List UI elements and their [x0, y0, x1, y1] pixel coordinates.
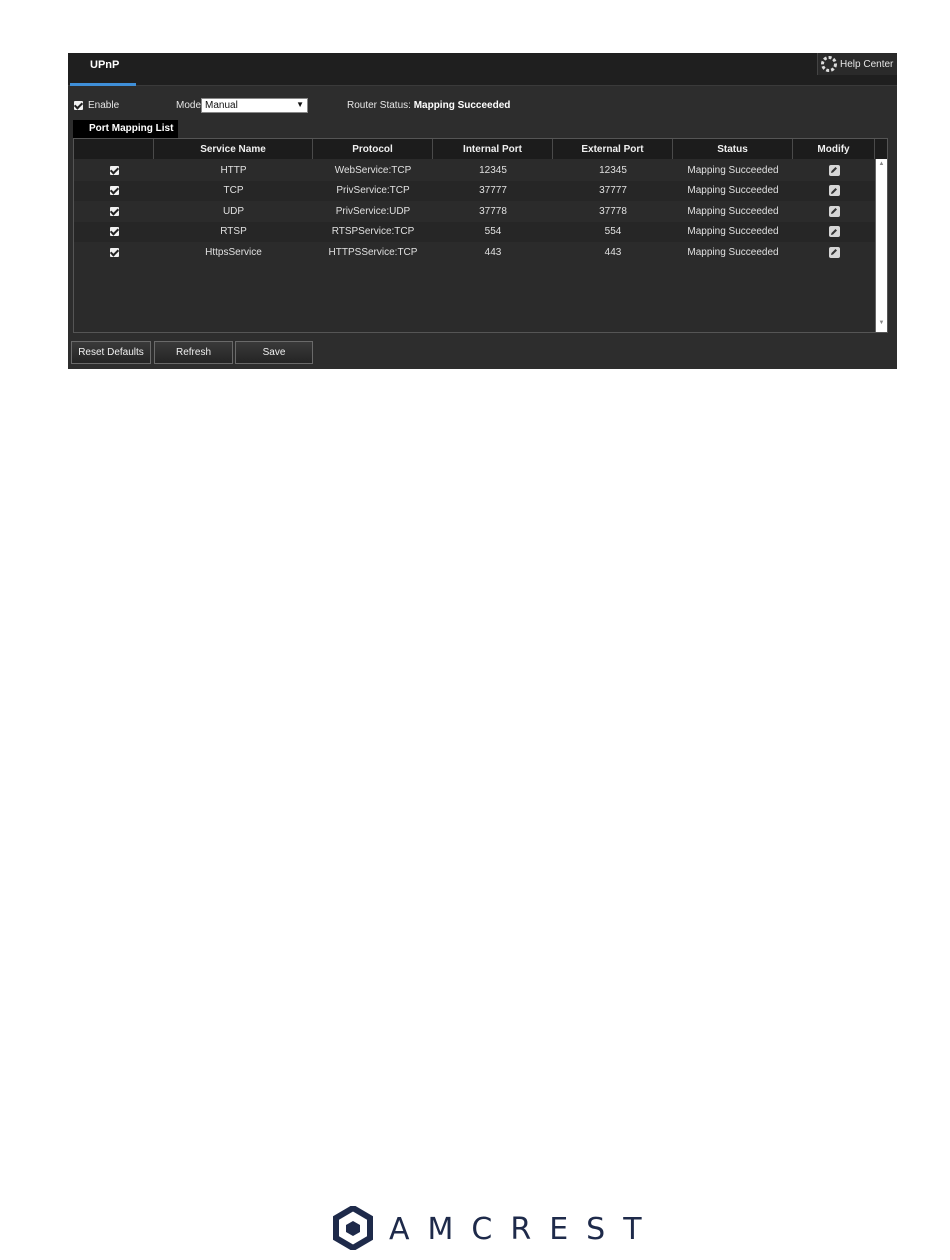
cell-status: Mapping Succeeded [687, 185, 779, 197]
column-header-modify: Modify [793, 139, 875, 159]
reset-defaults-button[interactable]: Reset Defaults [71, 341, 151, 364]
cell-external-port: 554 [604, 226, 622, 238]
amcrest-logo-text: AMCREST [389, 1211, 660, 1247]
cell-status: Mapping Succeeded [687, 164, 779, 176]
scroll-up-arrow-icon[interactable]: ▲ [878, 161, 885, 167]
amcrest-logo [333, 1206, 660, 1252]
column-header-select [74, 139, 154, 159]
port-mapping-table [73, 138, 888, 333]
scroll-down-arrow-icon[interactable]: ▼ [878, 320, 885, 326]
dropdown-arrow-icon: ▼ [296, 100, 304, 109]
column-header-status[interactable]: Status [673, 139, 793, 159]
table-header [74, 139, 875, 159]
tab-upnp[interactable] [70, 53, 136, 86]
cell-service-name: UDP [222, 205, 245, 217]
cell-service-name: TCP [223, 185, 244, 197]
save-button[interactable]: Save [235, 341, 313, 364]
cell-protocol: HTTPSService:TCP [328, 246, 418, 258]
mode-select[interactable] [201, 98, 308, 113]
row-checkbox[interactable] [110, 166, 119, 175]
router-status-value: Mapping Succeeded [413, 100, 511, 111]
cell-external-port: 12345 [599, 164, 627, 176]
cell-internal-port: 554 [484, 226, 502, 238]
cell-status: Mapping Succeeded [687, 205, 779, 217]
cell-service-name: HttpsService [205, 246, 262, 258]
edit-icon[interactable] [829, 185, 840, 196]
cell-service-name: HTTP [220, 164, 247, 176]
column-header-external-port[interactable]: External Port [553, 139, 673, 159]
top-bar [68, 53, 897, 86]
active-tab-indicator [70, 83, 136, 86]
table-body [74, 160, 875, 263]
table-scrollbar[interactable] [875, 159, 887, 332]
router-status-label: Router Status: [347, 100, 411, 111]
refresh-button[interactable]: Refresh [154, 341, 233, 364]
edit-icon[interactable] [829, 165, 840, 176]
controls-row [68, 98, 897, 116]
column-header-service-name[interactable]: Service Name [154, 139, 313, 159]
edit-icon[interactable] [829, 226, 840, 237]
cell-external-port: 443 [604, 246, 622, 258]
column-header-internal-port[interactable]: Internal Port [433, 139, 553, 159]
mode-select-value: Manual [205, 100, 238, 111]
row-checkbox[interactable] [110, 186, 119, 195]
help-center-button[interactable] [817, 53, 897, 75]
tab-port-mapping-list[interactable]: Port Mapping List [73, 120, 178, 138]
cell-status: Mapping Succeeded [687, 246, 779, 258]
cell-internal-port: 12345 [479, 164, 507, 176]
table-row [74, 222, 875, 243]
column-header-protocol[interactable]: Protocol [313, 139, 433, 159]
row-checkbox[interactable] [110, 207, 119, 216]
cell-external-port: 37777 [599, 185, 627, 197]
row-checkbox[interactable] [110, 227, 119, 236]
edit-icon[interactable] [829, 206, 840, 217]
help-center-icon [818, 53, 840, 75]
cell-protocol: WebService:TCP [334, 164, 412, 176]
table-row [74, 242, 875, 263]
enable-checkbox[interactable] [74, 101, 83, 110]
cell-internal-port: 443 [484, 246, 502, 258]
amcrest-logo-icon [333, 1206, 373, 1253]
cell-protocol: RTSPService:TCP [331, 226, 415, 238]
cell-internal-port: 37777 [479, 185, 507, 197]
cell-service-name: RTSP [220, 226, 247, 238]
table-row [74, 181, 875, 202]
cell-status: Mapping Succeeded [687, 226, 779, 238]
table-row [74, 160, 875, 181]
enable-label: Enable [88, 100, 120, 111]
row-checkbox[interactable] [110, 248, 119, 257]
header-corner [875, 139, 887, 159]
table-row [74, 201, 875, 222]
router-status [347, 100, 510, 111]
upnp-panel [68, 53, 897, 369]
tab-upnp-label: UPnP [90, 59, 120, 71]
help-center-label: Help Center [840, 58, 894, 70]
cell-protocol: PrivService:UDP [335, 205, 411, 217]
cell-protocol: PrivService:TCP [336, 185, 410, 197]
edit-icon[interactable] [829, 247, 840, 258]
cell-internal-port: 37778 [479, 205, 507, 217]
mode-label: Mode [176, 100, 202, 111]
cell-external-port: 37778 [599, 205, 627, 217]
